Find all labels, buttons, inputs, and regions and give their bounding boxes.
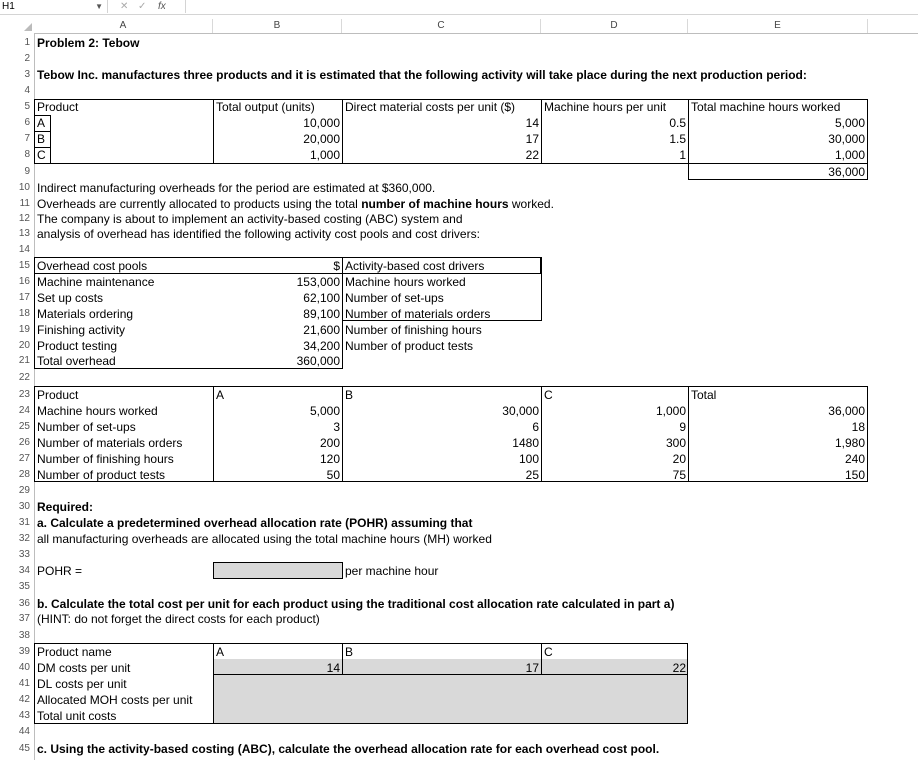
row-header-30[interactable]: 30 (18, 501, 30, 512)
t3-b[interactable]: 6 (532, 420, 539, 434)
row-header-20[interactable]: 20 (18, 340, 30, 351)
cell-a11-text-2: worked. (508, 197, 554, 211)
cell-a3[interactable]: Tebow Inc. manufactures three products and it is estimated that the following activity will take place during the next production period: (37, 68, 807, 82)
t3-a[interactable]: 50 (326, 468, 340, 482)
t3-a[interactable]: 3 (333, 420, 340, 434)
t3-header-product[interactable]: Product (37, 388, 79, 402)
t3-c[interactable]: 75 (672, 468, 686, 482)
column-header-c[interactable]: C (342, 19, 541, 33)
t2-total-label[interactable]: Total overhead (37, 354, 116, 368)
t2-pool[interactable]: Materials ordering (37, 307, 134, 321)
confirm-icon[interactable]: ✓ (138, 1, 147, 12)
t2-header-dollar[interactable]: $ (333, 259, 340, 273)
t3-b[interactable]: 1480 (512, 436, 539, 450)
cell-a31[interactable]: a. Calculate a predetermined overhead allocation rate (POHR) assuming that (37, 516, 473, 530)
row-header-40[interactable]: 40 (18, 662, 30, 673)
row-header-24[interactable]: 24 (18, 405, 30, 416)
t3-total[interactable]: 18 (851, 420, 865, 434)
row-header-42[interactable]: 42 (18, 694, 30, 705)
t4-header-b[interactable]: B (345, 645, 354, 659)
cell-a34[interactable]: POHR = (37, 564, 83, 578)
t3-header-total[interactable]: Total (691, 388, 717, 402)
row-header-33[interactable]: 33 (18, 549, 30, 560)
cell-a30[interactable]: Required: (37, 500, 94, 514)
row-header-13[interactable]: 13 (18, 228, 30, 239)
row-header-22[interactable]: 22 (18, 372, 30, 383)
cell-a12[interactable]: The company is about to implement an activity-based costing (ABC) system and (37, 212, 463, 226)
cell-a10[interactable]: Indirect manufacturing overheads for the period are estimated at $360,000. (37, 181, 436, 195)
row-header-26[interactable]: 26 (18, 437, 30, 448)
row-header-29[interactable]: 29 (18, 485, 30, 496)
t4-label[interactable]: Allocated MOH costs per unit (37, 693, 193, 707)
function-icon[interactable]: fx (158, 1, 166, 12)
t4-b[interactable]: 17 (525, 661, 539, 675)
name-box-value: H1 (2, 1, 15, 12)
cell-a45[interactable]: c. Using the activity-based costing (ABC), calculate the overhead allocation rate for each overhead cost pool. (37, 742, 660, 756)
t2-cost[interactable]: 21,600 (303, 323, 340, 337)
row-header-41[interactable]: 41 (18, 678, 30, 689)
t2-pool[interactable]: Product testing (37, 339, 118, 353)
cell-a32[interactable]: all manufacturing overheads are allocated using the total machine hours (MH) worked (37, 532, 492, 546)
row-header-43[interactable]: 43 (18, 710, 30, 721)
row-header-38[interactable]: 38 (18, 630, 30, 641)
t3-total[interactable]: 240 (844, 452, 865, 466)
t2-driver[interactable]: Number of set-ups (345, 291, 444, 305)
t2-pool[interactable]: Machine maintenance (37, 275, 155, 289)
t2-driver[interactable]: Number of finishing hours (345, 323, 482, 337)
row-header-37[interactable]: 37 (18, 613, 30, 624)
t1-mh[interactable]: 1 (679, 148, 686, 162)
t1-output[interactable]: 20,000 (303, 132, 340, 146)
t1-product[interactable]: A (37, 116, 46, 130)
t2-total-value[interactable]: 360,000 (296, 354, 340, 368)
t2-driver[interactable]: Machine hours worked (345, 275, 466, 289)
t3-total[interactable]: 1,980 (834, 436, 865, 450)
row-header-12[interactable]: 12 (18, 213, 30, 224)
row-header-6[interactable]: 6 (24, 117, 30, 128)
row-header-35[interactable]: 35 (18, 581, 30, 592)
t3-activity[interactable]: Number of materials orders (37, 436, 183, 450)
row-header-34[interactable]: 34 (18, 565, 30, 576)
name-box[interactable] (0, 0, 108, 13)
t3-activity[interactable]: Machine hours worked (37, 404, 158, 418)
row-header-32[interactable]: 32 (18, 533, 30, 544)
row-header-10[interactable]: 10 (18, 182, 30, 193)
t4-label[interactable]: DL costs per unit (37, 677, 127, 691)
t3-a[interactable]: 200 (319, 436, 340, 450)
t2-header-driver[interactable]: Activity-based cost drivers (345, 259, 485, 273)
row-header-15[interactable]: 15 (18, 260, 30, 271)
cell-a36[interactable]: b. Calculate the total cost per unit for each product using the traditional cost allocation rate calculated in part a) (37, 597, 675, 611)
cancel-icon[interactable]: ✕ (120, 1, 129, 12)
row-header-1[interactable]: 1 (24, 37, 30, 48)
t1-header-dm[interactable]: Direct material costs per unit ($) (345, 100, 516, 114)
column-header-e[interactable]: E (688, 19, 868, 33)
t3-b[interactable]: 25 (525, 468, 539, 482)
t1-dm[interactable]: 17 (525, 132, 539, 146)
t4-c[interactable]: 22 (672, 661, 686, 675)
t4-label[interactable]: DM costs per unit (37, 661, 131, 675)
t1-header-output[interactable]: Total output (units) (216, 100, 315, 114)
cell-a13[interactable]: analysis of overhead has identified the following activity cost pools and cost drivers: (37, 227, 480, 241)
row-header-18[interactable]: 18 (18, 308, 30, 319)
t1-header-total-mh[interactable]: Total machine hours worked (691, 100, 841, 114)
cell-a11-bold: number of machine hours (361, 197, 509, 211)
t2-cost[interactable]: 89,100 (303, 307, 340, 321)
t2-header-pool[interactable]: Overhead cost pools (37, 259, 148, 273)
t1-total-mh[interactable]: 1,000 (834, 148, 865, 162)
t1-mh[interactable]: 1.5 (669, 132, 686, 146)
row-header-5[interactable]: 5 (24, 101, 30, 112)
t3-header-c[interactable]: C (544, 388, 553, 402)
cell-a11-text-1: Overheads are currently allocated to products using the total (37, 197, 362, 211)
t1-mh[interactable]: 0.5 (669, 116, 686, 130)
row-header-36[interactable]: 36 (18, 598, 30, 609)
t4-header-product[interactable]: Product name (37, 645, 112, 659)
row-header-2[interactable]: 2 (24, 53, 30, 64)
cell-c34[interactable]: per machine hour (345, 564, 439, 578)
row-header-14[interactable]: 14 (18, 244, 30, 255)
t4-a[interactable]: 14 (326, 661, 340, 675)
row-header-8[interactable]: 8 (24, 149, 30, 160)
t3-total[interactable]: 36,000 (828, 404, 865, 418)
row-header-31[interactable]: 31 (18, 517, 30, 528)
t3-c[interactable]: 1,000 (655, 404, 686, 418)
column-header-a[interactable]: A (34, 19, 213, 33)
t3-activity[interactable]: Number of finishing hours (37, 452, 174, 466)
column-header-d[interactable]: D (541, 19, 688, 33)
t3-activity[interactable]: Number of product tests (37, 468, 166, 482)
column-header-b[interactable]: B (213, 19, 342, 33)
t3-a[interactable]: 120 (319, 452, 340, 466)
t1-product[interactable]: C (37, 148, 46, 162)
cell-a1[interactable]: Problem 2: Tebow (37, 36, 140, 50)
formula-bar (0, 0, 918, 15)
t3-c[interactable]: 300 (665, 436, 686, 450)
row-header-4[interactable]: 4 (24, 85, 30, 96)
t2-cost[interactable]: 153,000 (296, 275, 340, 289)
t1-total[interactable]: 36,000 (828, 165, 865, 179)
t2-cost[interactable]: 62,100 (303, 291, 340, 305)
t3-b[interactable]: 100 (518, 452, 539, 466)
t1-dm[interactable]: 22 (525, 148, 539, 162)
t3-b[interactable]: 30,000 (502, 404, 539, 418)
row-header-23[interactable]: 23 (18, 389, 30, 400)
row-header-27[interactable]: 27 (18, 453, 30, 464)
cell-a37[interactable]: (HINT: do not forget the direct costs for each product) (37, 612, 320, 626)
row-header-45[interactable]: 45 (18, 743, 30, 754)
t2-pool[interactable]: Set up costs (37, 291, 104, 305)
t3-c[interactable]: 20 (672, 452, 686, 466)
select-all-corner[interactable] (0, 19, 35, 33)
row-header-3[interactable]: 3 (24, 69, 30, 80)
t4-header-c[interactable]: C (544, 645, 553, 659)
t1-product[interactable]: B (37, 132, 46, 146)
t1-header-mh[interactable]: Machine hours per unit (544, 100, 667, 114)
t3-activity[interactable]: Number of set-ups (37, 420, 136, 434)
t2-pool[interactable]: Finishing activity (37, 323, 126, 337)
row-header-44[interactable]: 44 (18, 726, 30, 737)
cell-a11[interactable] (37, 196, 554, 212)
t1-total-mh[interactable]: 5,000 (834, 116, 865, 130)
row-header-19[interactable]: 19 (18, 324, 30, 335)
t3-c[interactable]: 9 (679, 420, 686, 434)
unit-cost-table (34, 643, 688, 724)
t4-header-a[interactable]: A (216, 645, 225, 659)
chevron-down-icon[interactable]: ▼ (95, 2, 103, 11)
t3-header-a[interactable]: A (216, 388, 225, 402)
row-header-39[interactable]: 39 (18, 646, 30, 657)
t1-output[interactable]: 1,000 (309, 148, 340, 162)
t2-cost[interactable]: 34,200 (303, 339, 340, 353)
t1-header-product[interactable]: Product (37, 100, 79, 114)
t3-header-b[interactable]: B (345, 388, 354, 402)
row-header-25[interactable]: 25 (18, 421, 30, 432)
t2-driver[interactable]: Number of product tests (345, 339, 474, 353)
row-header-16[interactable]: 16 (18, 276, 30, 287)
row-header-11[interactable]: 11 (19, 198, 30, 209)
row-header-9[interactable]: 9 (24, 166, 30, 177)
row-header-28[interactable]: 28 (18, 469, 30, 480)
t3-total[interactable]: 150 (844, 468, 865, 482)
row-header-17[interactable]: 17 (18, 292, 30, 303)
t1-dm[interactable]: 14 (525, 116, 539, 130)
row-header-21[interactable]: 21 (18, 355, 30, 366)
t3-a[interactable]: 5,000 (309, 404, 340, 418)
t1-output[interactable]: 10,000 (303, 116, 340, 130)
pohr-input[interactable] (213, 562, 343, 579)
row-header-7[interactable]: 7 (24, 133, 30, 144)
t4-label[interactable]: Total unit costs (37, 709, 117, 723)
t2-driver[interactable]: Number of materials orders (345, 307, 491, 321)
t1-total-mh[interactable]: 30,000 (828, 132, 865, 146)
